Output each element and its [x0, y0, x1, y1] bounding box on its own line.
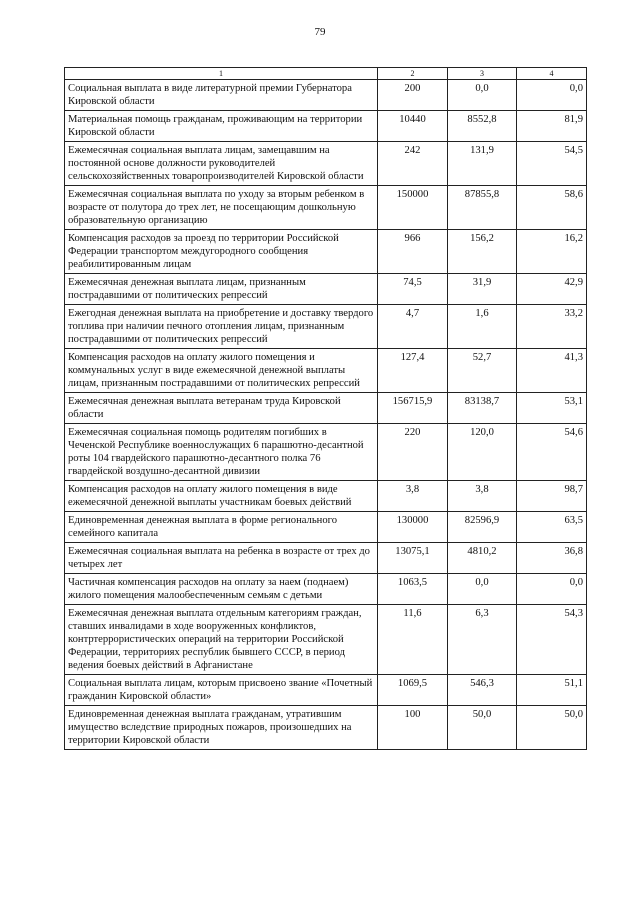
table-row	[65, 574, 587, 605]
row-value-col4: 41,3	[517, 349, 587, 393]
row-value-col3: 52,7	[448, 349, 517, 393]
row-label: Частичная компенсация расходов на оплату за наем (поднаем) жилого помещения малообеспеченным семьям с детьми	[65, 574, 378, 605]
row-value-col3: 546,3	[448, 675, 517, 706]
row-value-col3: 83138,7	[448, 393, 517, 424]
row-value-col4: 0,0	[517, 80, 587, 111]
row-label: Ежемесячная денежная выплата лицам, признанным пострадавшими от политических репрессий	[65, 274, 378, 305]
budget-table	[64, 67, 587, 750]
row-value-col4: 50,0	[517, 706, 587, 750]
row-value-col2: 100	[378, 706, 448, 750]
row-label: Социальная выплата лицам, которым присвоено звание «Почетный гражданин Кировской области»	[65, 675, 378, 706]
row-value-col2: 966	[378, 230, 448, 274]
row-value-col4: 54,5	[517, 142, 587, 186]
row-value-col2: 156715,9	[378, 393, 448, 424]
table-row	[65, 706, 587, 750]
column-header: 2	[378, 68, 448, 80]
table-row	[65, 142, 587, 186]
row-label: Компенсация расходов за проезд по территории Российской Федерации транспортом междугородного сообщения реабилитированным лицам	[65, 230, 378, 274]
row-value-col3: 31,9	[448, 274, 517, 305]
row-value-col2: 74,5	[378, 274, 448, 305]
table-row	[65, 274, 587, 305]
row-value-col3: 0,0	[448, 574, 517, 605]
table-row	[65, 675, 587, 706]
row-value-col3: 0,0	[448, 80, 517, 111]
row-value-col4: 16,2	[517, 230, 587, 274]
row-value-col2: 3,8	[378, 481, 448, 512]
table-row	[65, 305, 587, 349]
page-number: 79	[314, 26, 326, 38]
row-label: Компенсация расходов на оплату жилого помещения и коммунальных услуг в виде ежемесячной денежной выплаты лицам, признанным пострадавшими от политических репрессий	[65, 349, 378, 393]
table-row	[65, 230, 587, 274]
row-label: Ежемесячная социальная выплата на ребенка в возрасте от трех до четырех лет	[65, 543, 378, 574]
table-row	[65, 481, 587, 512]
row-value-col4: 0,0	[517, 574, 587, 605]
table-body	[65, 80, 587, 750]
row-value-col2: 127,4	[378, 349, 448, 393]
row-value-col4: 58,6	[517, 186, 587, 230]
row-value-col3: 1,6	[448, 305, 517, 349]
row-value-col2: 242	[378, 142, 448, 186]
row-label: Ежемесячная социальная выплата по уходу за вторым ребенком в возрасте от полутора до трех лет, не посещающим дошкольную образовательную организацию	[65, 186, 378, 230]
row-value-col4: 36,8	[517, 543, 587, 574]
row-value-col3: 50,0	[448, 706, 517, 750]
row-label: Ежемесячная денежная выплата отдельным категориям граждан, ставших инвалидами в ходе вооруженных конфликтов, контртеррористических операций на территории Российской Федерации, территориях республик бывшего СССР, в период ведения боевых действий в Афганистане	[65, 605, 378, 675]
row-value-col2: 4,7	[378, 305, 448, 349]
table-row	[65, 80, 587, 111]
column-header: 1	[65, 68, 378, 80]
row-value-col3: 131,9	[448, 142, 517, 186]
row-value-col4: 63,5	[517, 512, 587, 543]
row-value-col3: 3,8	[448, 481, 517, 512]
table-row	[65, 349, 587, 393]
row-label: Ежемесячная денежная выплата ветеранам труда Кировской области	[65, 393, 378, 424]
row-value-col2: 200	[378, 80, 448, 111]
table-row	[65, 605, 587, 675]
row-value-col3: 87855,8	[448, 186, 517, 230]
row-value-col4: 54,6	[517, 424, 587, 481]
row-value-col4: 54,3	[517, 605, 587, 675]
row-label: Социальная выплата в виде литературной премии Губернатора Кировской области	[65, 80, 378, 111]
row-label: Единовременная денежная выплата гражданам, утратившим имущество вследствие природных пожаров, произошедших на территории Кировской области	[65, 706, 378, 750]
column-header: 4	[517, 68, 587, 80]
row-value-col4: 98,7	[517, 481, 587, 512]
row-value-col4: 33,2	[517, 305, 587, 349]
table-row	[65, 111, 587, 142]
row-label: Ежегодная денежная выплата на приобретение и доставку твердого топлива при наличии печного отопления лицам, признанным пострадавшими от политических репрессий	[65, 305, 378, 349]
row-value-col4: 81,9	[517, 111, 587, 142]
row-value-col4: 51,1	[517, 675, 587, 706]
row-value-col2: 13075,1	[378, 543, 448, 574]
row-value-col2: 10440	[378, 111, 448, 142]
row-value-col2: 1063,5	[378, 574, 448, 605]
row-value-col2: 150000	[378, 186, 448, 230]
row-value-col3: 156,2	[448, 230, 517, 274]
row-value-col2: 1069,5	[378, 675, 448, 706]
table-row	[65, 186, 587, 230]
row-label: Единовременная денежная выплата в форме регионального семейного капитала	[65, 512, 378, 543]
row-value-col3: 8552,8	[448, 111, 517, 142]
row-value-col3: 4810,2	[448, 543, 517, 574]
row-value-col4: 42,9	[517, 274, 587, 305]
table-row	[65, 543, 587, 574]
row-value-col3: 6,3	[448, 605, 517, 675]
row-label: Материальная помощь гражданам, проживающим на территории Кировской области	[65, 111, 378, 142]
row-value-col3: 82596,9	[448, 512, 517, 543]
table-row	[65, 424, 587, 481]
row-label: Ежемесячная социальная помощь родителям погибших в Чеченской Республике военнослужащих 6 парашютно-десантной роты 104 гвардейского парашютно-десантного полка 76 гвардейской воздушно-десантной дивизии	[65, 424, 378, 481]
row-value-col2: 11,6	[378, 605, 448, 675]
row-value-col2: 130000	[378, 512, 448, 543]
table-row	[65, 512, 587, 543]
row-value-col4: 53,1	[517, 393, 587, 424]
row-value-col3: 120,0	[448, 424, 517, 481]
table-row	[65, 393, 587, 424]
column-header: 3	[448, 68, 517, 80]
table-header-row	[65, 68, 587, 80]
row-label: Ежемесячная социальная выплата лицам, замещавшим на постоянной основе должности руководителей сельскохозяйственных товаропроизводителей Кировской области	[65, 142, 378, 186]
row-label: Компенсация расходов на оплату жилого помещения в виде ежемесячной денежной выплаты участникам боевых действий	[65, 481, 378, 512]
row-value-col2: 220	[378, 424, 448, 481]
